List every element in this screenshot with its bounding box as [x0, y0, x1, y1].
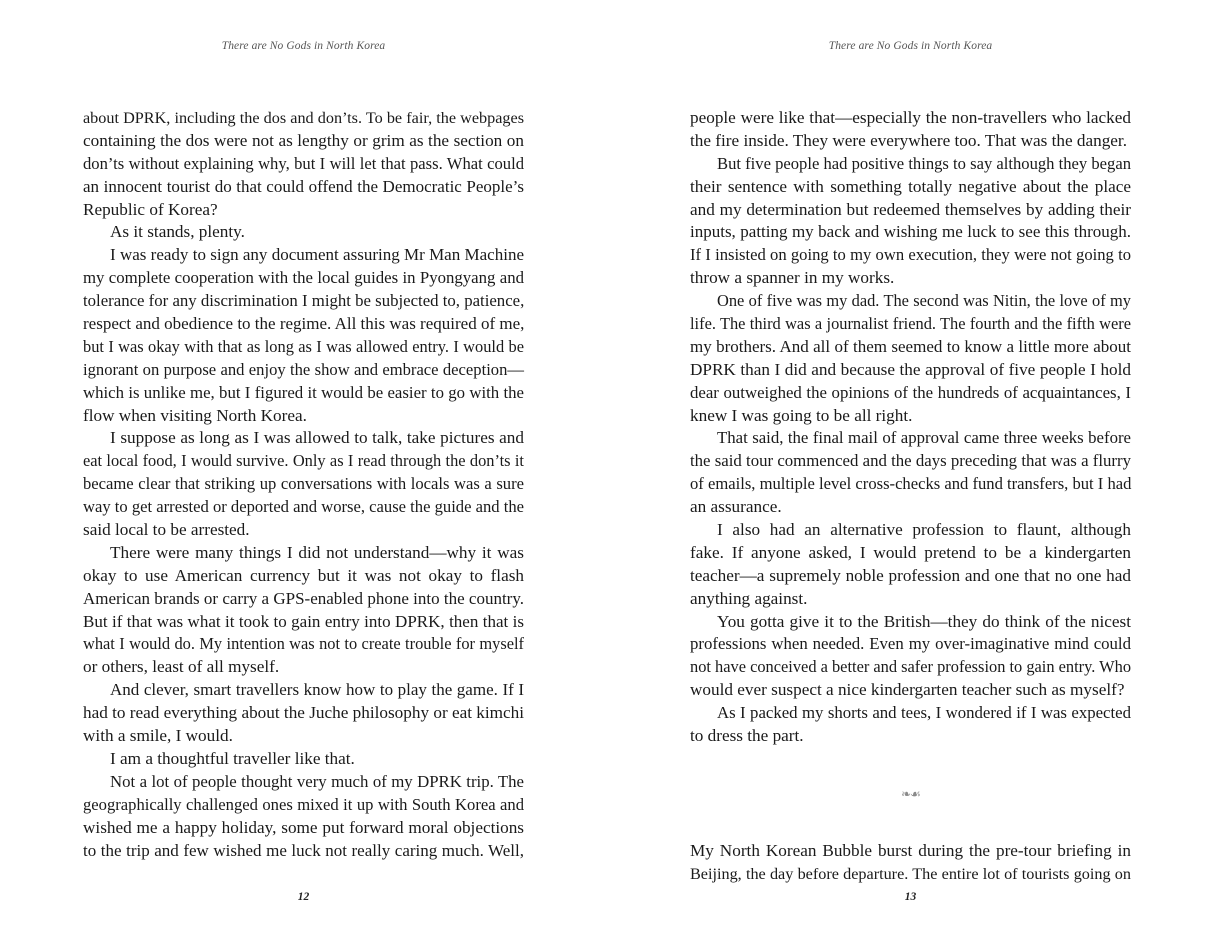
- text-line: an innocent tourist do that could offend the Democratic People’s: [83, 176, 524, 196]
- text-line: my brothers. And all of them seemed to know a little more about: [690, 336, 1131, 356]
- text-line: okay to use American currency but it was not okay to flash: [83, 565, 524, 585]
- text-line: I also had an alternative profession to flaunt, although: [717, 520, 1131, 540]
- text-line: containing the dos were not as lengthy or grim as the section on: [83, 130, 524, 150]
- text-line: which is unlike me, but I figured it would be easier to go with the: [83, 382, 524, 402]
- text-before-break: [690, 107, 1131, 748]
- text-line: DPRK than I did and because the approval of five people I hold: [690, 359, 1131, 379]
- text-line: Beijing, the day before departure. The entire lot of tourists going on: [690, 864, 1131, 883]
- text-line: There were many things I did not understand—why it was: [110, 542, 524, 562]
- text-line: geographically challenged ones mixed it up with South Korea and: [83, 794, 524, 814]
- text-line: would ever suspect a nice kindergarten teacher such as myself?: [690, 680, 1125, 700]
- text-after-break: [690, 840, 1131, 886]
- text-line: I am a thoughtful traveller like that.: [110, 748, 355, 768]
- text-line: I suppose as long as I was allowed to talk, take pictures and: [110, 428, 524, 448]
- text-line: people were like that—especially the non-travellers who lacked: [690, 108, 1131, 127]
- text-line: anything against.: [690, 588, 808, 608]
- text-line: Not a lot of people thought very much of my DPRK trip. The: [110, 771, 524, 791]
- text-line: And clever, smart travellers know how to play the game. If I: [110, 680, 524, 700]
- text-line: wished me a happy holiday, some put forward moral objections: [83, 817, 524, 837]
- text-line: As it stands, plenty.: [110, 222, 245, 242]
- running-head: There are No Gods in North Korea: [221, 40, 386, 52]
- text-line: throw a spanner in my works.: [690, 268, 895, 288]
- text-line: the said tour commenced and the days preceding that was a flurry: [690, 451, 1131, 471]
- text-line: about DPRK, including the dos and don’ts. To be fair, the webpages: [83, 109, 524, 127]
- text-line: became clear that striking up conversations with locals was a sure: [83, 474, 524, 494]
- page-number: 12: [297, 891, 310, 903]
- text-line: don’ts without explaining why, but I will let that pass. What could: [83, 153, 524, 173]
- text-line: My North Korean Bubble burst during the pre-tour briefing in: [690, 840, 1131, 860]
- text-line: way to get arrested or deported and worse, cause the guide and the: [83, 497, 524, 517]
- text-line: But if that was what it took to gain entry into DPRK, then that is: [83, 611, 524, 631]
- text-line: knew I was going to be all right.: [690, 405, 913, 425]
- text-line: respect and obedience to the regime. All this was required of me,: [83, 314, 525, 334]
- text-line: not have conceived a better and safer profession to gain entry. Who: [690, 657, 1132, 677]
- text-line: But five people had positive things to say although they began: [717, 153, 1131, 173]
- text-line: teacher—a supremely noble profession and one that no one had: [690, 565, 1131, 585]
- text-line: You gotta give it to the British—they do think of the nicest: [717, 611, 1131, 631]
- text-line: Republic of Korea?: [83, 199, 218, 219]
- text-line: If I insisted on going to my own execution, they were not going to: [690, 245, 1131, 265]
- text-line: or others, least of all myself.: [83, 657, 280, 677]
- text-line: their sentence with something totally negative about the place: [690, 176, 1131, 196]
- text-line: said local to be arrested.: [83, 520, 250, 540]
- text-line: to dress the part.: [690, 726, 804, 746]
- spacer: [690, 817, 1131, 840]
- text-line: tolerance for any discrimination I might be subjected to, patience,: [83, 291, 525, 311]
- text-line: dear outweighed the opinions of the hundreds of acquaintances, I: [690, 382, 1131, 402]
- text-line: I was ready to sign any document assuring Mr Man Machine: [110, 245, 524, 265]
- body-text: [83, 107, 524, 862]
- text-line: American brands or carry a GPS-enabled phone into the country.: [83, 588, 524, 608]
- text-line: ignorant on purpose and enjoy the show and embrace deception—: [83, 359, 524, 379]
- text-line: eat local food, I would survive. Only as I read through the don’ts it: [83, 451, 524, 471]
- right-page: [607, 0, 1214, 938]
- text-line: As I packed my shorts and tees, I wondered if I was expected: [717, 703, 1131, 723]
- page-number: 13: [904, 891, 917, 903]
- text-line: the fire inside. They were everywhere too. That was the danger.: [690, 130, 1128, 150]
- text-line: my complete cooperation with the local guides in Pyongyang and: [83, 268, 524, 288]
- text-line: professions when needed. Even my over-imaginative mind could: [690, 634, 1131, 654]
- text-line: That said, the final mail of approval came three weeks before: [717, 428, 1131, 448]
- text-line: to the trip and few wished me luck not really caring much. Well,: [83, 840, 524, 860]
- text-line: an assurance.: [690, 497, 782, 517]
- text-line: had to read everything about the Juche philosophy or eat kimchi: [83, 703, 525, 723]
- text-line: One of five was my dad. The second was Nitin, the love of my: [717, 291, 1131, 311]
- text-line: with a smile, I would.: [83, 726, 233, 746]
- text-line: but I was okay with that as long as I was allowed entry. I would be: [83, 336, 524, 356]
- fleuron-ornament-icon: ❧☙: [901, 786, 920, 801]
- text-line: flow when visiting North Korea.: [83, 405, 307, 425]
- running-head: There are No Gods in North Korea: [828, 40, 993, 52]
- body-text: [690, 107, 1131, 886]
- text-line: of emails, multiple level cross-checks and fund transfers, but I had: [690, 474, 1132, 494]
- text-line: and my determination but redeemed themselves by adding their: [690, 199, 1131, 219]
- spacer: [690, 748, 1131, 771]
- text-line: inputs, patting my back and wishing me luck to see this through.: [690, 222, 1131, 242]
- text-line: fake. If anyone asked, I would pretend to be a kindergarten: [690, 542, 1131, 562]
- text-line: what I would do. My intention was not to create trouble for myself: [83, 634, 524, 654]
- text-line: life. The third was a journalist friend. The fourth and the fifth were: [690, 314, 1131, 334]
